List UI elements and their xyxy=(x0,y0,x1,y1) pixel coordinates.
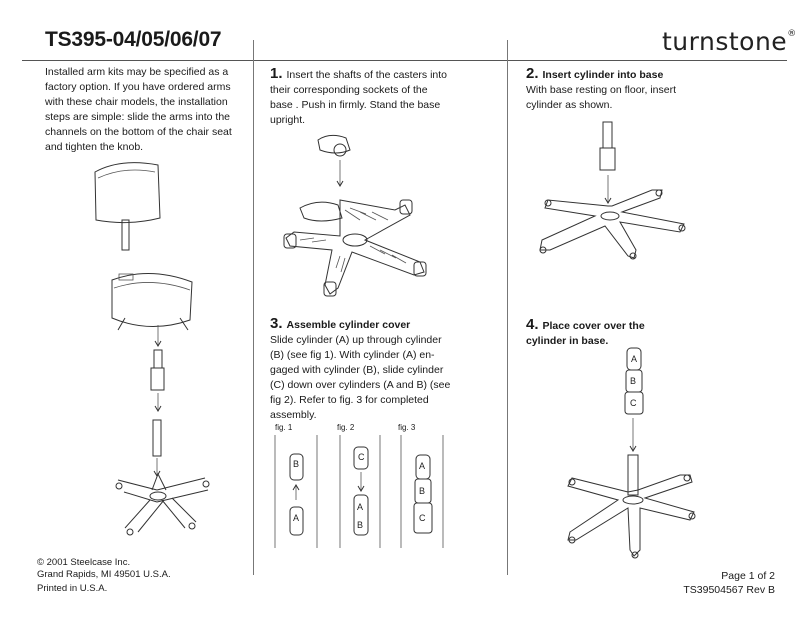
step-4-number: 4. xyxy=(526,316,539,333)
fig-3-label: fig. 3 xyxy=(398,423,416,432)
step-2-text: With base resting on floor, insert cylinder as shown. xyxy=(526,84,676,111)
intro-text: Installed arm kits may be specified as a factory option. If you have ordered arms with these chair models, the installation steps are simple: slide the arms into the channels on the bottom of the chair seat and tighten the knob. xyxy=(45,66,232,153)
step-3-number: 3. xyxy=(270,315,283,332)
fig-2-part-C: C xyxy=(358,452,365,462)
fig-1-part-A: A xyxy=(293,513,300,523)
step-2-number: 2. xyxy=(526,65,539,82)
step-4-heading: Place cover over the cylinder in base. xyxy=(526,320,645,347)
step-4-part-B: B xyxy=(630,376,637,386)
document-title: TS395-04/05/06/07 xyxy=(45,28,222,51)
fig-1-part-B: B xyxy=(293,459,300,469)
fig-3-part-C: C xyxy=(419,513,426,523)
step-3-heading: Assemble cylinder cover xyxy=(286,319,411,331)
page-number: Page 1 of 2 xyxy=(721,570,775,582)
printed-in: Printed in U.S.A. xyxy=(37,583,108,594)
step-4-base xyxy=(568,475,695,558)
address: Grand Rapids, MI 49501 U.S.A. xyxy=(37,569,171,580)
step-3-text: Slide cylinder (A) up through cylinder (B) (see fig 1). With cylinder (A) en-gaged with cylinder (B), slide cylinder (C) down over cylinders (A and B) (see fig 2). Refer to fig. 3 for completed assembly. xyxy=(270,334,451,421)
fig-2-part-A: A xyxy=(357,502,364,512)
document-id: TS39504567 Rev B xyxy=(683,584,775,596)
step-2-heading: Insert cylinder into base xyxy=(542,69,664,81)
copyright: © 2001 Steelcase Inc. xyxy=(37,557,131,568)
step-1-number: 1. xyxy=(270,65,283,82)
step-1-text: Insert the shafts of the casters into their corresponding sockets of the base . Push in firmly. Stand the base upright. xyxy=(270,69,448,126)
fig-2-part-B: B xyxy=(357,520,364,530)
registered-mark: ® xyxy=(787,29,797,39)
fig-3-part-A: A xyxy=(419,461,426,471)
fig-3-part-B: B xyxy=(419,486,426,496)
step-4-part-C: C xyxy=(630,398,637,408)
step-4-part-A: A xyxy=(631,354,638,364)
fig-1-label: fig. 1 xyxy=(275,423,293,432)
fig-2-label: fig. 2 xyxy=(337,423,355,432)
brand-name: turnstone xyxy=(662,27,788,56)
